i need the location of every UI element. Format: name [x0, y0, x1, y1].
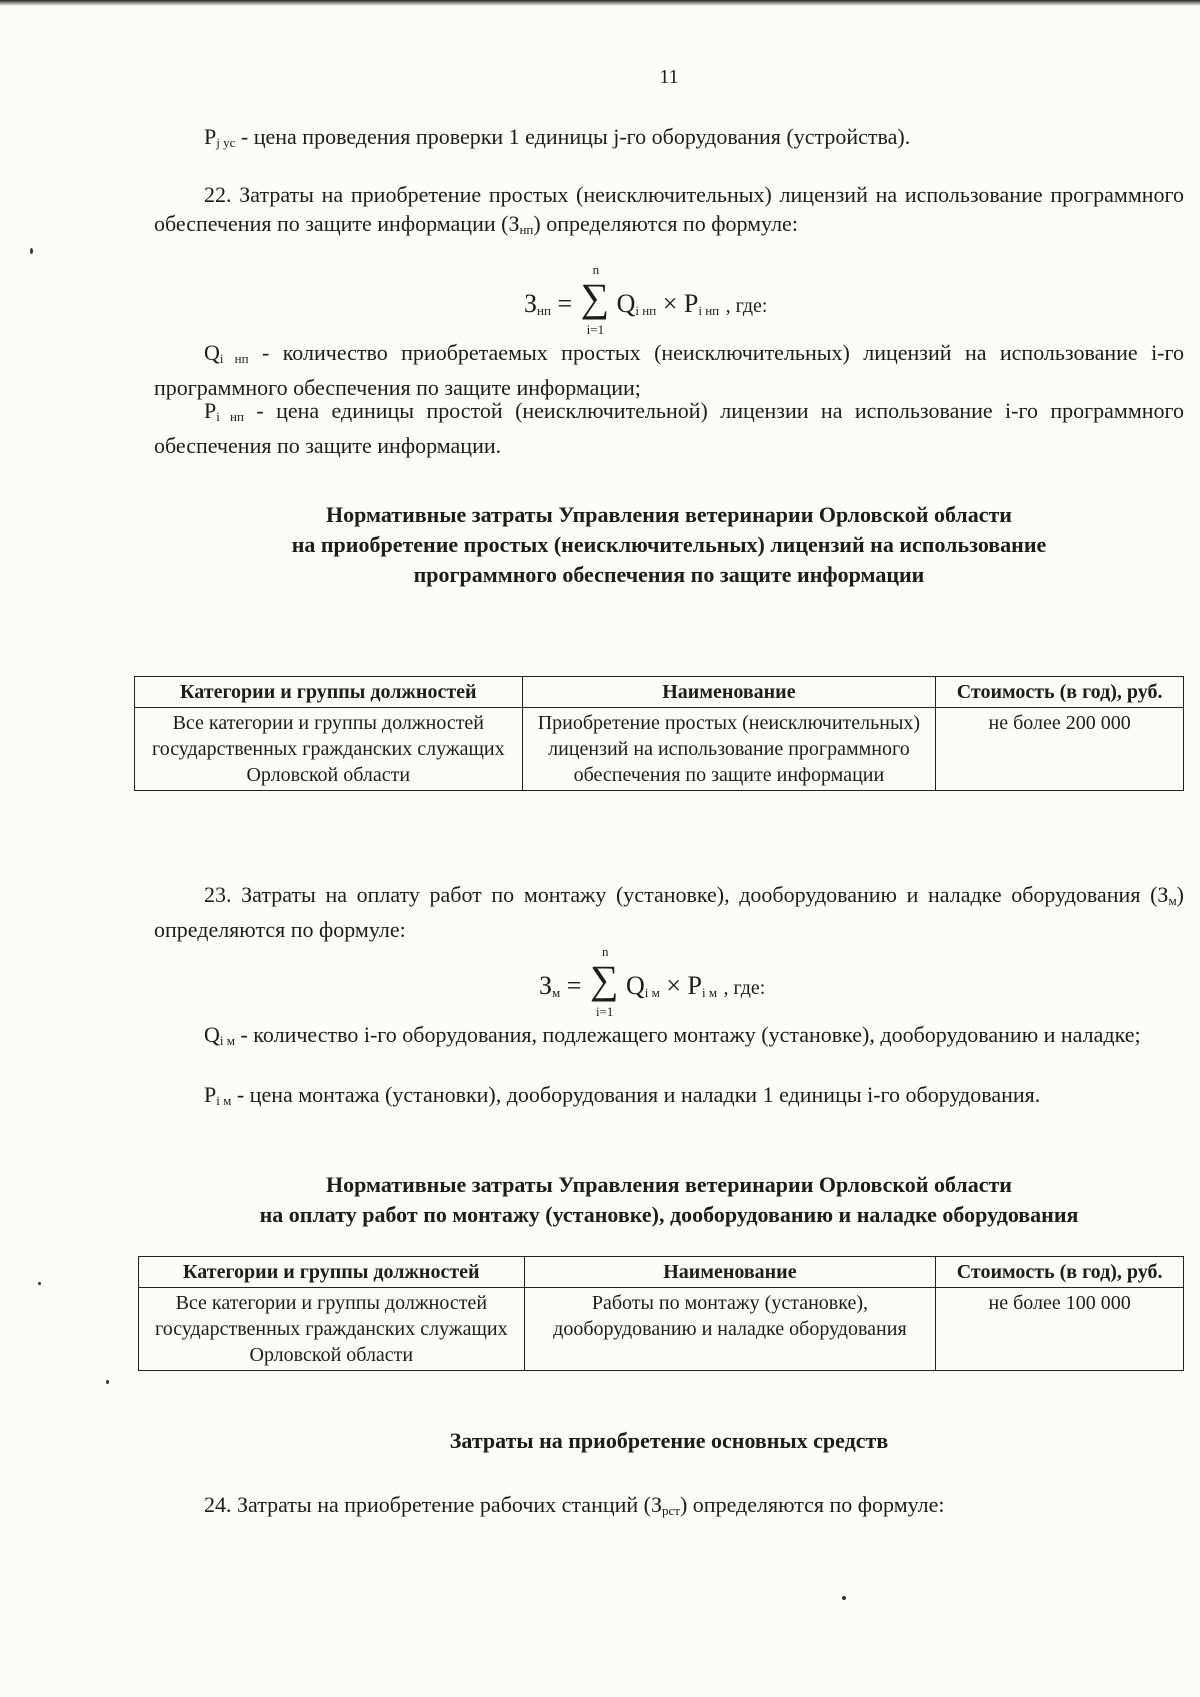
sum-symbol: ∑ n i=1 — [589, 944, 619, 1019]
definition-q-m: $Q_{i м}$ - количество i-го оборудования, подлежащего монтажу (установке), дооборудованию и наладке; — [204, 1022, 1141, 1048]
header-name: Наименование — [522, 677, 936, 708]
cell-category: Все категории и группы должностей государственных гражданских служащих Орловской области — [135, 708, 523, 791]
heading-licenses: Нормативные затраты Управления ветеринарии Орловской области на приобретение простых (неисключительных) лицензий на использование программного обеспечения по защите информации — [291, 502, 1047, 587]
header-category: Категории и группы должностей — [139, 1257, 525, 1288]
scan-speck — [38, 1282, 41, 1285]
cell-cost: не более 100 000 — [936, 1288, 1184, 1371]
cell-category: Все категории и группы должностей государственных гражданских служащих Орловской области — [139, 1288, 525, 1371]
scan-speck — [842, 1596, 846, 1600]
scan-speck — [106, 1380, 109, 1384]
formula-z-np: $З_{нп}$ = ∑ n i=1 $Q_{i нп} \times P_{i нп}$ , где: — [524, 262, 768, 337]
page-number: 11 — [659, 66, 679, 88]
table-row — [139, 1288, 1184, 1371]
heading-fixed-assets: Затраты на приобретение основных средств — [449, 1428, 889, 1453]
formula-z-m: $З_м$ = ∑ n i=1 $Q_{i м} \times P_{i м}$ , где: — [539, 944, 766, 1019]
heading-installation: Нормативные затраты Управления ветеринарии Орловской области на оплату работ по монтажу (установке), дооборудованию и наладке оборудования — [259, 1172, 1079, 1227]
table-licenses — [134, 676, 1184, 791]
header-cost: Стоимость (в год), руб. — [936, 1257, 1184, 1288]
paragraph-24: 24. Затраты на приобретение рабочих станций $(З_{рст})$ определяются по формуле: — [204, 1492, 945, 1518]
paragraph-22: 22. Затраты на приобретение простых (неисключительных) лицензий на использование программного обеспечения по защите информации $(З_{нп})$ определяются по формуле: — [154, 182, 1184, 237]
header-cost: Стоимость (в год), руб. — [936, 677, 1184, 708]
table-row — [135, 708, 1184, 791]
table-installation — [138, 1256, 1184, 1371]
header-category: Категории и группы должностей — [135, 677, 523, 708]
cell-cost: не более 200 000 — [936, 708, 1184, 791]
definition-p-np: $P_{i нп}$ - цена единицы простой (неисключительной) лицензии на использование i-го программного обеспечения по защите информации. — [154, 398, 1185, 458]
definition-p-m: $P_{i м}$ - цена монтажа (установки), дооборудования и наладки 1 единицы i-го оборудования. — [204, 1082, 1041, 1108]
definition-q-np: $Q_{i нп}$ - количество приобретаемых простых (неисключительных) лицензий на использование i-го программного обеспечения по защите информации; — [154, 340, 1184, 400]
definition-p-j-uc: $P_{j ус}$ - цена проведения проверки 1 единицы j-го оборудования (устройства). — [204, 124, 911, 150]
header-name: Наименование — [524, 1257, 936, 1288]
cell-name: Работы по монтажу (установке), дооборудованию и наладке оборудования — [524, 1288, 936, 1371]
cell-name: Приобретение простых (неисключительных) лицензий на использование программного обеспечения по защите информации — [522, 708, 936, 791]
scan-edge — [0, 0, 1200, 6]
sum-symbol: ∑ n i=1 — [580, 262, 610, 337]
paragraph-23: 23. Затраты на оплату работ по монтажу (установке), дооборудованию и наладке оборудования $(З_м)$ определяются по формуле: — [154, 882, 1184, 942]
scan-speck — [30, 248, 33, 254]
